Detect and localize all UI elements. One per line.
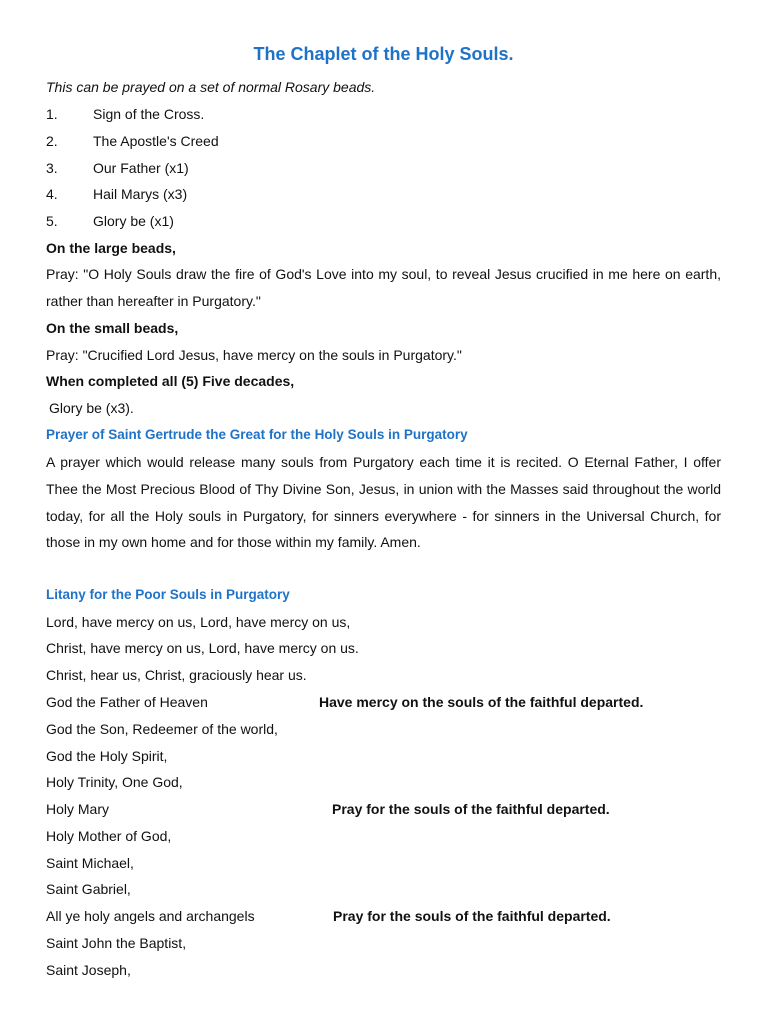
gertrude-heading: Prayer of Saint Gertrude the Great for the Holy Souls in Purgatory — [46, 427, 468, 442]
small-beads-heading: On the small beads, — [46, 320, 179, 336]
step-text: Hail Marys (x3) — [93, 186, 188, 202]
litany-line: God the Father of Heaven — [46, 694, 208, 710]
step-text: Sign of the Cross. — [93, 106, 205, 122]
litany-line: Holy Mother of God, — [46, 828, 172, 844]
completed-heading: When completed all (5) Five decades, — [46, 373, 295, 389]
intro-text: This can be prayed on a set of normal Rosary beads. — [46, 79, 376, 95]
step-number: 4. — [46, 186, 58, 202]
step-text: Glory be (x1) — [93, 213, 174, 229]
litany-response: Pray for the souls of the faithful departed. — [333, 908, 611, 924]
litany-line: Christ, hear us, Christ, graciously hear us. — [46, 667, 307, 683]
step-number: 1. — [46, 106, 58, 122]
litany-response: Pray for the souls of the faithful departed. — [332, 801, 610, 817]
litany-line: Christ, have mercy on us, Lord, have mercy on us. — [46, 640, 359, 656]
litany-line: Holy Mary — [46, 801, 110, 817]
litany-line: Saint Michael, — [46, 855, 134, 871]
large-beads-heading: On the large beads, — [46, 240, 176, 256]
step-item — [46, 105, 204, 123]
litany-line: God the Holy Spirit, — [46, 748, 168, 764]
litany-line: God the Son, Redeemer of the world, — [46, 721, 278, 737]
large-beads-prayer: Pray: "O Holy Souls draw the fire of God's Love into my soul, to reveal Jesus crucified in me here on earth, rather than hereafter in Purgatory." — [46, 266, 721, 309]
step-item — [46, 212, 174, 230]
litany-line: Holy Trinity, One God, — [46, 774, 183, 790]
step-number: 2. — [46, 133, 58, 149]
completed-text: Glory be (x3). — [49, 400, 134, 416]
step-item — [46, 185, 187, 203]
step-item — [46, 132, 219, 150]
step-text: Our Father (x1) — [93, 160, 189, 176]
litany-line: Saint Gabriel, — [46, 881, 131, 897]
step-text: The Apostle's Creed — [93, 133, 219, 149]
litany-line: Saint Joseph, — [46, 962, 131, 978]
litany-line: Lord, have mercy on us, Lord, have mercy on us, — [46, 614, 351, 630]
page-title: The Chaplet of the Holy Souls. — [253, 44, 514, 64]
litany-heading: Litany for the Poor Souls in Purgatory — [46, 587, 290, 602]
gertrude-prayer: A prayer which would release many souls from Purgatory each time it is recited. O Eternal Father, I offer Thee the Most Precious Blood of Thy Divine Son, Jesus, in union with the Masses said throughout the world today, for all the Holy souls in Purgatory, for sinners everywhere - for sinners in the Universal Church, for those in my own home and for those within my family. Amen. — [46, 454, 721, 551]
small-beads-prayer: Pray: "Crucified Lord Jesus, have mercy on the souls in Purgatory." — [46, 347, 462, 363]
step-item — [46, 159, 189, 177]
litany-response: Have mercy on the souls of the faithful departed. — [319, 694, 644, 710]
step-number: 5. — [46, 213, 58, 229]
step-number: 3. — [46, 160, 58, 176]
litany-line: All ye holy angels and archangels — [46, 908, 255, 924]
litany-line: Saint John the Baptist, — [46, 935, 187, 951]
